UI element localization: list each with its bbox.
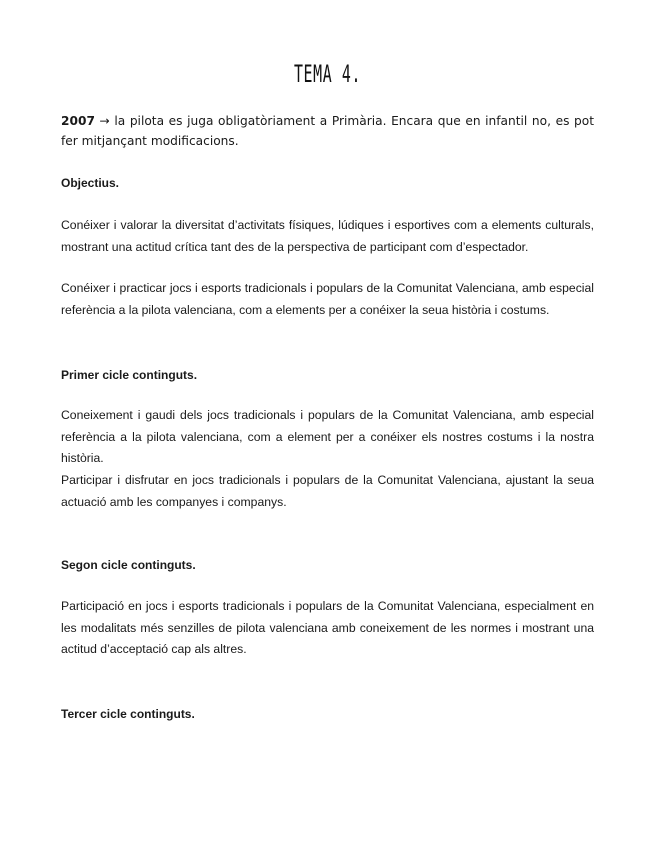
intro-year: 2007	[61, 114, 95, 128]
primer-cicle-paragraph-1: Coneixement i gaudi dels jocs tradicionals i populars de la Comunitat Valenciana, amb especial referència a la pilota valenciana, com a element per a conéixer els nostres costums i la nostra història.	[61, 408, 594, 465]
section-heading-objectius: Objectius.	[61, 176, 120, 190]
intro-paragraph	[61, 111, 594, 151]
objectius-paragraph-2: Conéixer i practicar jocs i esports tradicionals i populars de la Comunitat Valenciana, amb especial referència a la pilota valenciana, com a elements per a conéixer la seua història i costums.	[61, 281, 594, 317]
page-title: TEMA 4.	[293, 60, 362, 88]
objectius-paragraph-1: Conéixer i valorar la diversitat d’activitats físiques, lúdiques i esportives com a elements culturals, mostrant una actitud crítica tant des de la perspectiva de participant com d’espectador.	[61, 218, 594, 254]
section-heading-primer-cicle: Primer cicle continguts.	[61, 368, 198, 382]
intro-text: la pilota es juga obligatòriament a Primària. Encara que en infantil no, es pot fer mitjançant modificacions.	[61, 114, 594, 148]
segon-cicle-paragraph-1: Participació en jocs i esports tradicionals i populars de la Comunitat Valenciana, especialment en les modalitats més senzilles de pilota valenciana amb coneixement de les normes i mostrant una actitud d’acceptació cap als altres.	[61, 599, 594, 656]
arrow-symbol: →	[99, 114, 110, 128]
primer-cicle-paragraph-2: Participar i disfrutar en jocs tradicionals i populars de la Comunitat Valenciana, ajustant la seua actuació amb les companyes i companys.	[61, 473, 594, 509]
section-heading-segon-cicle: Segon cicle continguts.	[61, 558, 196, 572]
section-heading-tercer-cicle: Tercer cicle continguts.	[61, 707, 195, 721]
